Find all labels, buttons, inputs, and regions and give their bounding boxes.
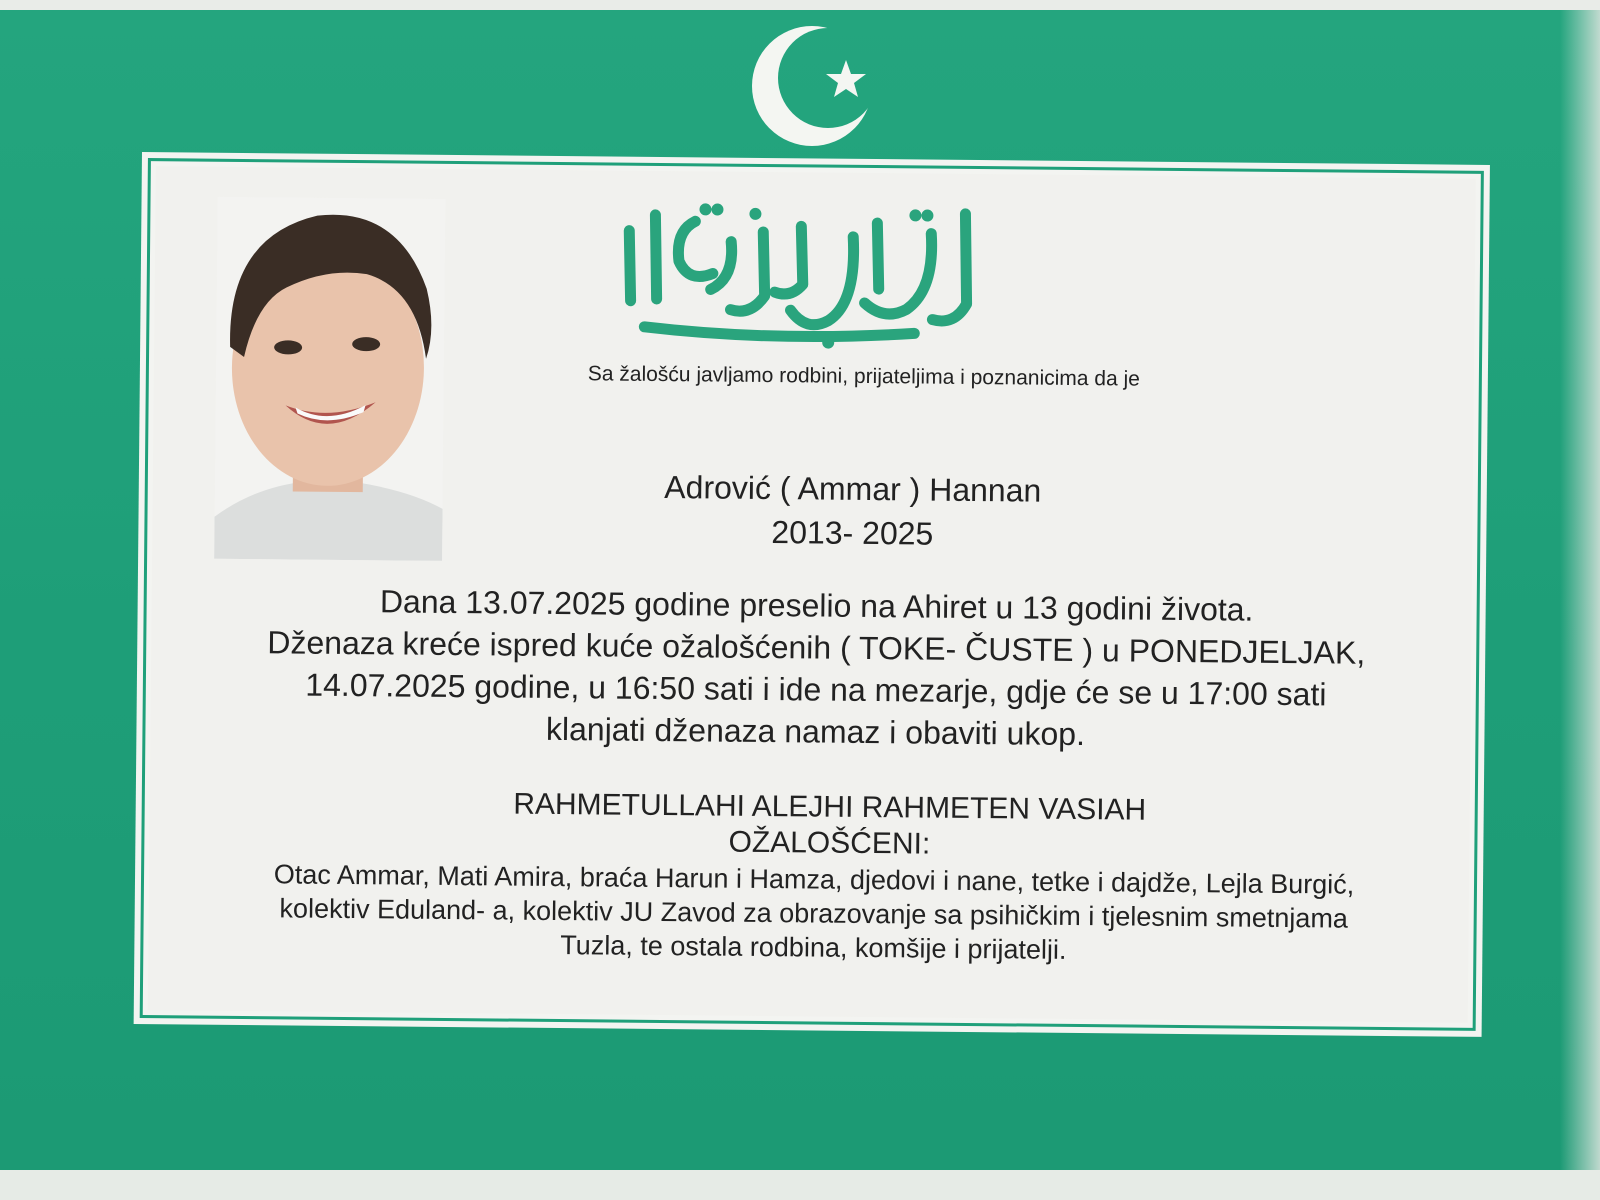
portrait-photo — [214, 197, 445, 561]
notice-panel — [148, 166, 1476, 1023]
mourners-line: kolektiv Eduland- a, kolektiv JU Zavod za obrazovanje sa psihičkim i tjelesnim smetnjama — [279, 893, 1349, 934]
funeral-line: klanjati dženaza namaz i obaviti ukop. — [545, 710, 1086, 753]
mourners-line: Tuzla, te ostala rodbina, komšije i prijatelji. — [560, 930, 1067, 965]
paper-edge-bottom — [0, 1170, 1600, 1200]
intro-text: Sa žalošću javljamo rodbini, prijateljima i poznanicima da je — [587, 362, 1141, 391]
crescent-star-icon — [750, 22, 890, 152]
paper-edge-right — [1560, 10, 1600, 1170]
deceased-name: Adrović ( Ammar ) Hannan — [664, 469, 1042, 509]
funeral-line: 14.07.2025 godine, u 16:50 sati i ide na mezarje, gdje će se u 17:00 sati — [305, 666, 1327, 713]
funeral-line: Dana 13.07.2025 godine preselio na Ahiret u 13 godini života. — [379, 583, 1254, 628]
notice-frame — [134, 152, 1490, 1037]
funeral-line: Dženaza kreće ispred kuće ožalošćenih ( TOKE- ČUSTE ) u PONEDJELJAK, — [267, 624, 1366, 671]
prayer-line: RAHMETULLAHI ALEJHI RAHMETEN VASIAH — [513, 787, 1147, 827]
funeral-details — [160, 578, 1472, 759]
arabic-calligraphy — [614, 191, 996, 355]
life-years: 2013- 2025 — [771, 514, 934, 552]
mourners-list — [158, 856, 1469, 971]
mourners-heading: OŽALOŠĆENI: — [728, 825, 931, 861]
mourners-line: Otac Ammar, Mati Amira, braća Harun i Hamza, djedovi i nane, tetke i dajdže, Lejla Burgić, — [273, 859, 1355, 900]
